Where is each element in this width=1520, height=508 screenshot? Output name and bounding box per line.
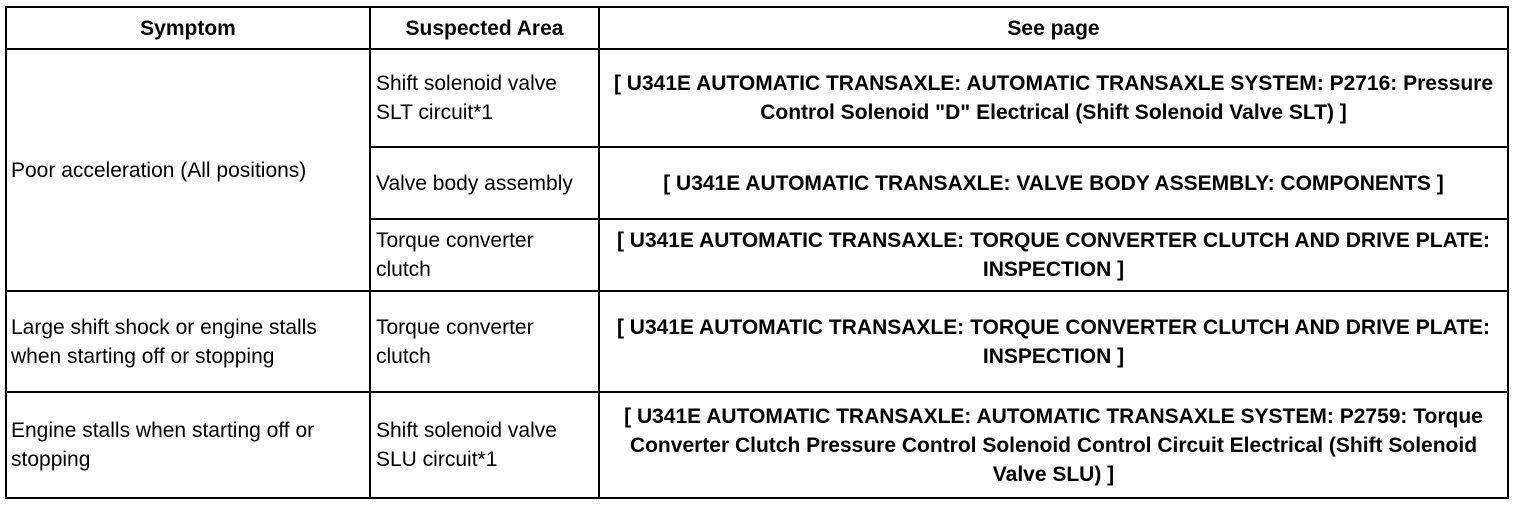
see-page-link[interactable]: [ U341E AUTOMATIC TRANSAXLE: VALVE BODY ASSEMBLY: COMPONENTS ] [599,147,1508,219]
see-page-link[interactable]: [ U341E AUTOMATIC TRANSAXLE: AUTOMATIC TRANSAXLE SYSTEM: P2716: Pressure Control Solenoid "D" Electrical (Shift Solenoid Valve SLT) ] [599,49,1508,147]
suspected-area-cell: Torque converter clutch [370,219,599,291]
suspected-area-cell: Shift solenoid valve SLT circuit*1 [370,49,599,147]
table-row [6,49,1508,147]
see-page-link[interactable]: [ U341E AUTOMATIC TRANSAXLE: AUTOMATIC TRANSAXLE SYSTEM: P2759: Torque Converter Clutch Pressure Control Solenoid Control Circuit Electrical (Shift Solenoid Valve SLU) ] [599,392,1508,498]
header-see-page: See page [599,7,1508,49]
table-row [6,291,1508,392]
see-page-link[interactable]: [ U341E AUTOMATIC TRANSAXLE: TORQUE CONVERTER CLUTCH AND DRIVE PLATE: INSPECTION ] [599,291,1508,392]
suspected-area-cell: Torque converter clutch [370,291,599,392]
symptom-cell: Large shift shock or engine stalls when starting off or stopping [6,291,370,392]
problem-symptoms-table [5,6,1509,499]
header-symptom: Symptom [6,7,370,49]
header-suspected-area: Suspected Area [370,7,599,49]
suspected-area-cell: Shift solenoid valve SLU circuit*1 [370,392,599,498]
see-page-link[interactable]: [ U341E AUTOMATIC TRANSAXLE: TORQUE CONVERTER CLUTCH AND DRIVE PLATE: INSPECTION ] [599,219,1508,291]
suspected-area-cell: Valve body assembly [370,147,599,219]
table-row [6,392,1508,498]
symptom-cell: Poor acceleration (All positions) [6,49,370,291]
header-row [6,7,1508,49]
symptom-cell: Engine stalls when starting off or stopping [6,392,370,498]
